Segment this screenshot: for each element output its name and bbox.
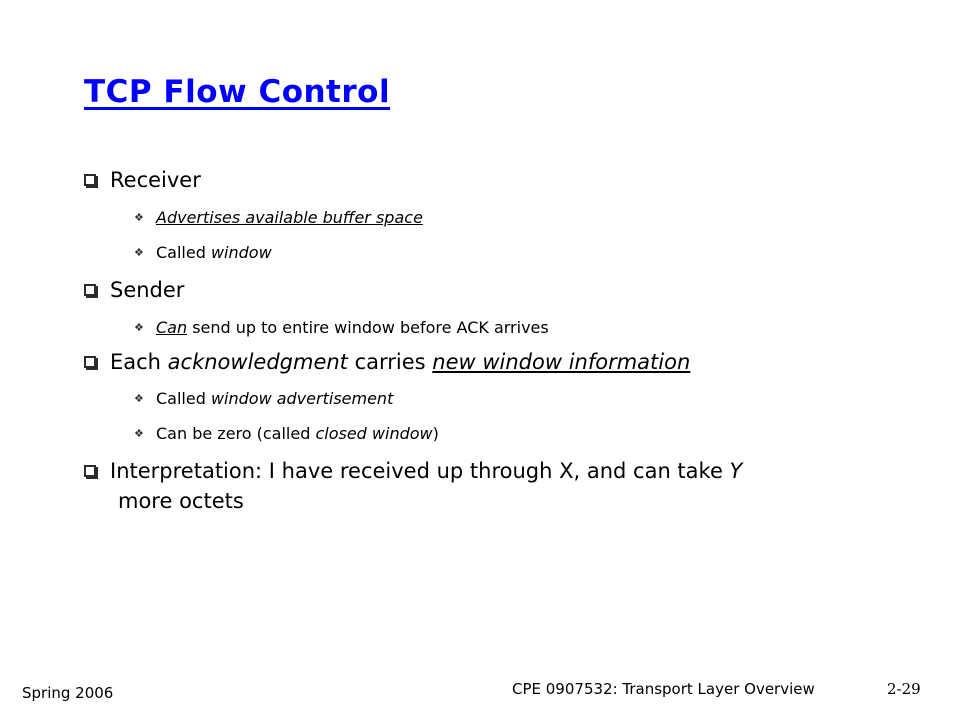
subbullet-window-advertisement bbox=[134, 389, 393, 408]
diamond-bullet-icon: ❖ bbox=[134, 392, 144, 405]
diamond-bullet-icon: ❖ bbox=[134, 211, 144, 224]
square-bullet-icon bbox=[84, 356, 96, 368]
bullet-text: Called bbox=[156, 243, 211, 262]
diamond-bullet-icon: ❖ bbox=[134, 427, 144, 440]
bullet-sender bbox=[84, 278, 184, 302]
bullet-acknowledgment bbox=[84, 350, 690, 374]
subbullet-closed-window bbox=[134, 424, 439, 443]
square-bullet-icon bbox=[84, 174, 96, 186]
bullet-text-italic: acknowledgment bbox=[167, 350, 348, 374]
footer-date: Spring 2006 bbox=[22, 684, 114, 702]
slide-title: TCP Flow Control bbox=[84, 74, 391, 110]
bullet-text: Sender bbox=[110, 278, 185, 302]
diamond-bullet-icon: ❖ bbox=[134, 321, 144, 334]
subbullet-can-send bbox=[134, 318, 549, 337]
bullet-receiver bbox=[84, 168, 201, 192]
bullet-text-italic: window advertisement bbox=[210, 389, 394, 408]
bullet-text-italic: Y bbox=[729, 459, 743, 483]
subbullet-called-window bbox=[134, 243, 272, 262]
bullet-interpretation-line2: more octets bbox=[118, 489, 244, 513]
bullet-text-italic: Can bbox=[156, 318, 188, 337]
bullet-text: Receiver bbox=[110, 168, 201, 192]
bullet-text-italic: window bbox=[210, 243, 272, 262]
bullet-text: Called bbox=[156, 389, 211, 408]
bullet-text: Can be zero (called bbox=[156, 424, 316, 443]
bullet-text: carries bbox=[347, 350, 433, 374]
diamond-bullet-icon: ❖ bbox=[134, 246, 144, 259]
square-bullet-icon bbox=[84, 465, 96, 477]
square-bullet-icon bbox=[84, 284, 96, 296]
bullet-text: send up to entire window before ACK arrives bbox=[187, 318, 549, 337]
page-number: 2-29 bbox=[887, 680, 921, 698]
bullet-text: ) bbox=[432, 424, 439, 443]
bullet-text: Advertises available buffer space bbox=[156, 208, 423, 227]
bullet-text: Interpretation: I have received up through X, and can take bbox=[110, 459, 730, 483]
footer-course: CPE 0907532: Transport Layer Overview bbox=[512, 680, 815, 698]
bullet-text-italic: closed window bbox=[315, 424, 433, 443]
bullet-text: Each bbox=[110, 350, 168, 374]
bullet-interpretation bbox=[84, 459, 742, 483]
subbullet-advertises bbox=[134, 208, 423, 227]
bullet-text-italic-underlined: new window information bbox=[432, 350, 691, 374]
